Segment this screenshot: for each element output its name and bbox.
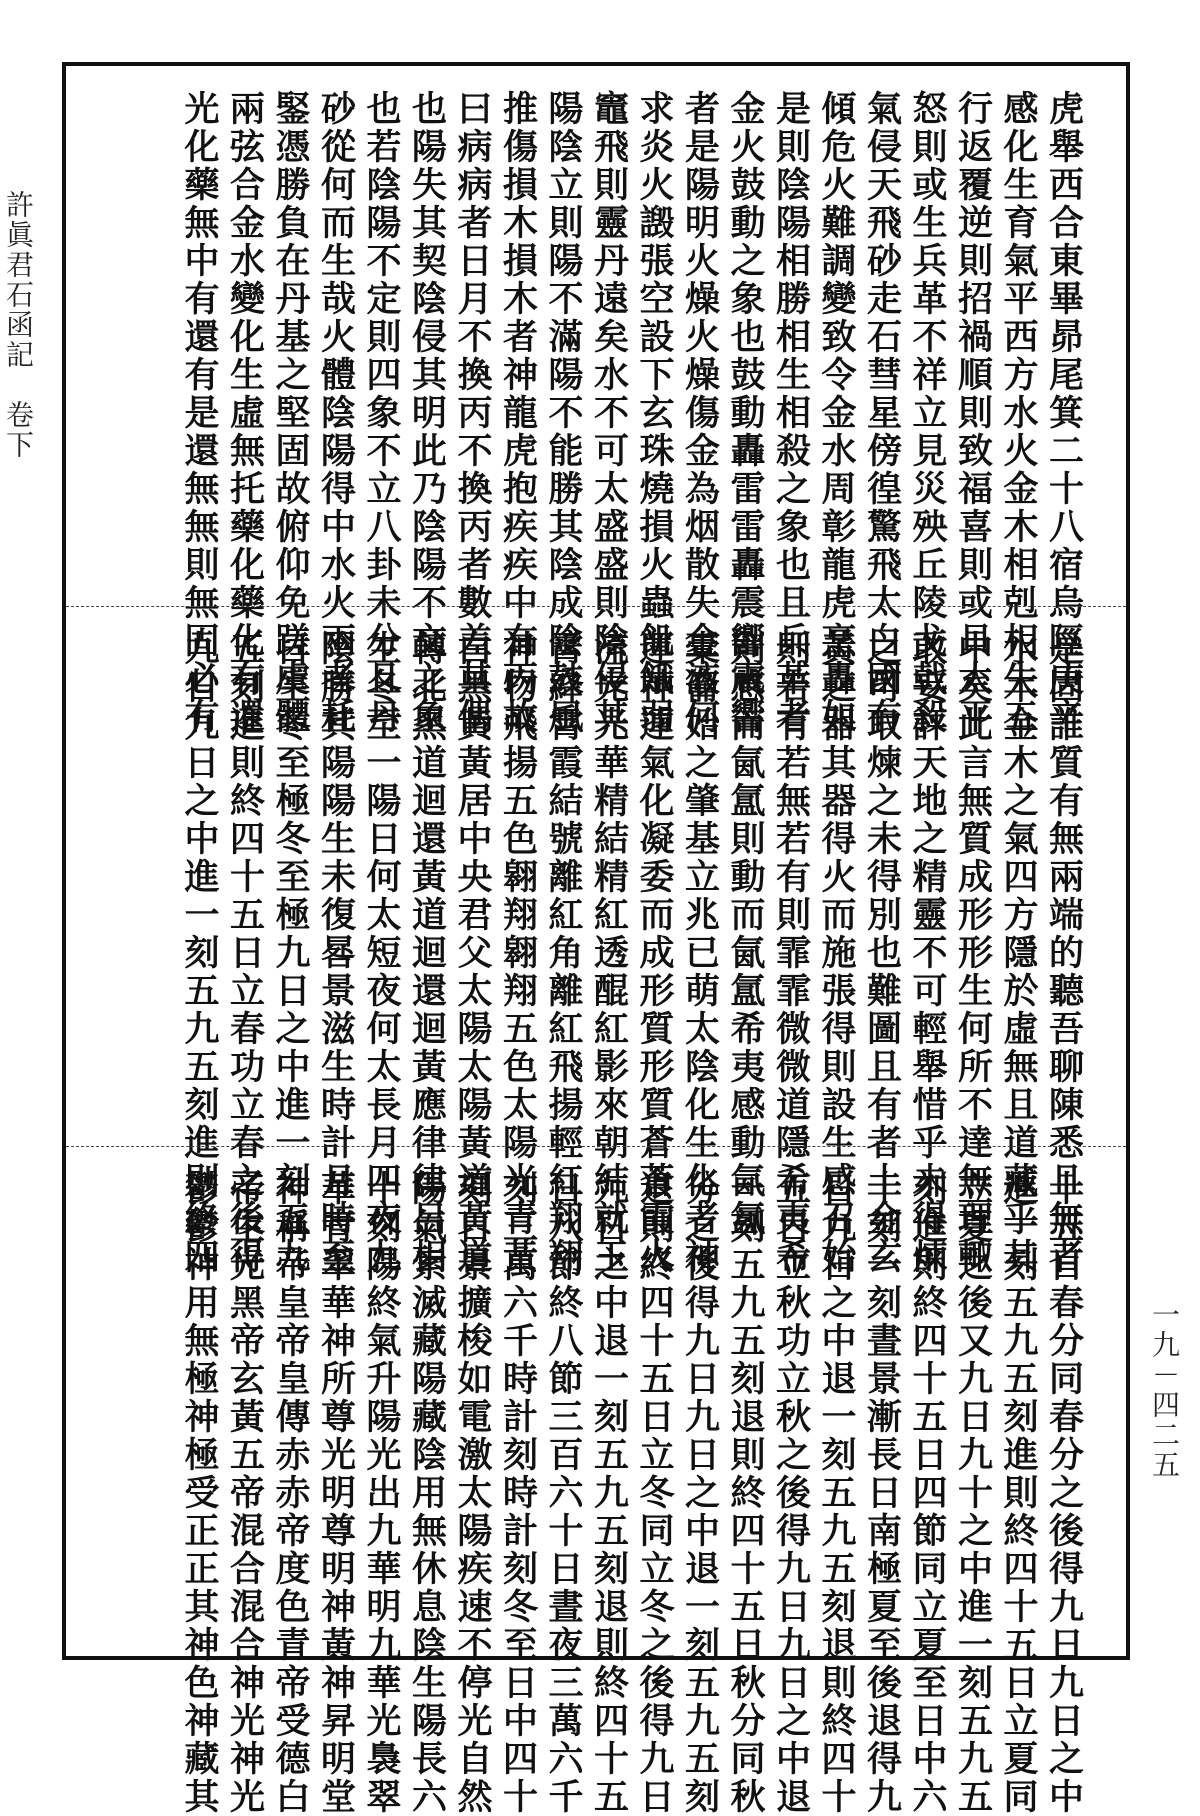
page-number-margin: 一九－四二五 xyxy=(1148,1300,1181,1480)
text-column: 推傷損木損木者神龍虎抱疾疾中有丙故 xyxy=(497,90,539,736)
text-column: 刻日景擴梭如電激太陽疾速不停光自然 xyxy=(452,1170,493,1816)
text-column: 鋻憑勝負在丹基之堅固故俯仰免蹉虞體 xyxy=(270,90,311,736)
text-column: 生冬至一陽日何太短夜何太長月四夜九 xyxy=(361,630,402,1276)
text-block-lower xyxy=(66,1146,1126,1816)
text-column: 竈飛則靈丹遠矣水不可太盛盛則陰侵其 xyxy=(588,90,630,736)
text-column: 是則陰陽相勝相生相殺之象也且兵革者 xyxy=(770,90,812,736)
text-column: 白黑黃黃居中央君父太陽太陽黃道黃道 xyxy=(452,630,493,1276)
text-column: 行返覆逆則招禍順則致福喜則或貝太平 xyxy=(952,90,994,736)
book-title-margin: 許眞君石函記 卷下 xyxy=(2,190,35,460)
text-column: 十五日春分同春分之後得九日九日之中 xyxy=(1043,1170,1085,1816)
text-column: 分之後得九日九日之中退一刻五九五刻 xyxy=(679,1170,721,1816)
text-column: 陽陰立則陽不滿陽不能勝其陰成陰鼓風 xyxy=(543,90,584,736)
text-column: 陽氣索滅藏陽藏陰用無休息陰生陽長六 xyxy=(406,1170,448,1816)
text-column: 退則終四十五日立冬同立冬之後得九日 xyxy=(634,1170,675,1816)
text-column: 日八節終八節三百六十日晝夜三萬六千 xyxy=(543,1170,584,1816)
text-column: 五刻進則終四十五日立春功立春之後得 xyxy=(224,630,266,1276)
text-column: 刻進則終四十五日四節同立夏至日中六 xyxy=(907,1170,948,1816)
text-column: 日生冬至極冬至極九日之中進一刻五九 xyxy=(270,630,311,1276)
text-column: 怒則或生兵革不祥立見災殃丘陵戈戟殺 xyxy=(907,90,948,736)
text-column: 日九日之中退一刻五九五刻退則終四十 xyxy=(816,1170,857,1816)
text-column: 虎舉西合東畢昴尾箕二十八宿烏陘庚辛 xyxy=(1043,90,1085,736)
text-column: 九日九日之中進一刻五九五刻進則終四 xyxy=(179,630,220,1276)
text-column: 運神運氣化凝委而成形質形質蒼蒼霞火 xyxy=(634,630,675,1276)
text-column: 進一刻五九五刻進則終四十五日立夏同 xyxy=(998,1170,1039,1816)
page-frame xyxy=(62,62,1130,1816)
text-column: 五日立秋功立秋之後得九日九日之中退 xyxy=(770,1170,812,1816)
text-column: 光化藥無中有還有是還無無則無固必有 xyxy=(179,90,220,736)
text-column: 也陽失其契陰侵其明此乃陰陽不交之象 xyxy=(406,90,448,736)
text-column: 之可取煉之未得別也難圖且有者土金玄 xyxy=(861,630,903,1276)
text-column: 是固誰質有無兩端的聽吾聊陳悉且無者 xyxy=(1043,630,1085,1276)
text-column: 則若有若無若有則霏霏微微道隱希夷希 xyxy=(770,630,812,1276)
text-column: 鬱鬱神用無極神極受正正其神色神藏其 xyxy=(179,1170,220,1816)
text-column: 黃之器其器得火而施張得則設生感召始 xyxy=(816,630,857,1276)
text-column: 十刻一刻晝景漸長日南極夏至後退得九 xyxy=(861,1170,903,1816)
text-block-middle xyxy=(66,606,1126,1276)
text-column: 傾危火難調變致令金水周彰龍虎烹轟如 xyxy=(816,90,857,736)
text-column: 帝生光黑帝玄黃五帝混合混合神光神光 xyxy=(224,1170,266,1816)
text-column: 者是陽明火燥火燥傷金為烟散失金液何 xyxy=(679,90,721,736)
text-column: 神物飛揚五色翱翔翱翔五色太陽光青黃 xyxy=(497,630,539,1276)
text-column: 兩弦合金水變化生虛無托藥化藥化有還 xyxy=(224,90,266,736)
text-column: 氣侵天飛砂走石彗星傍徨驚飛太白國有 xyxy=(861,90,903,736)
text-column: 金火鼓動之象也鼓動轟雷雷轟震響震響 xyxy=(725,90,766,736)
text-column: 神稱帝皇帝皇傳赤赤帝度色青帝受德白 xyxy=(270,1170,311,1816)
text-block-upper xyxy=(66,66,1126,736)
text-column: 十刻陽終氣升陽光出九華明九華光裊翠 xyxy=(361,1170,402,1816)
text-column: 華青翠華神所尊光明尊明神黃神昇明堂 xyxy=(315,1170,357,1816)
text-column: 刻三萬六千時計刻時計刻冬至日中四十 xyxy=(497,1170,539,1816)
text-column: 轉北黑道迴還黃道迴還迴黃應律律呂相 xyxy=(406,630,448,1276)
text-column: 立夏之後又九日九十之中進一刻五九五 xyxy=(952,1170,994,1816)
text-column: 霄絳霄霞結號離紅角離紅飛揚輕紅翔翔 xyxy=(543,630,584,1276)
text-column: 中矣此言無質成形形生何所不達無理輙 xyxy=(952,630,994,1276)
text-column: 敢妄評天地之精靈不可輕舉惜乎未得煉 xyxy=(907,630,948,1276)
text-column: 九日之中退一刻五九五刻退則終四十五 xyxy=(588,1170,630,1816)
text-column: 求炎火譭張空設下玄珠燒損火蟲飢餓弱 xyxy=(634,90,675,736)
text-column: 橐籥始之肇基立兆已萌太陰化生化者神 xyxy=(679,630,721,1276)
text-column: 流光光華精結精紅透醌紅影來朝結就玉 xyxy=(588,630,630,1276)
text-column: 感化生育氣平西方水火金木相剋相生五 xyxy=(998,90,1039,736)
text-column: 則感而氤氲則動而氤氲希夷感動氤氲 xyxy=(725,630,766,1238)
text-column: 也若陰陽不定則四象不立八卦未分且丹 xyxy=(361,90,402,736)
text-column: 陰勝其陽陽生未復晷景滋生時計月時至 xyxy=(315,630,357,1276)
text-column: 一刻五九五刻退則終四十五日秋分同秋 xyxy=(725,1170,766,1816)
text-column: 曰病病者日月不換丙不換丙者數差其偶 xyxy=(452,90,493,736)
text-column: 砂從何而生哉火體陰陽得中水火兩者耗 xyxy=(315,90,357,736)
text-column: 水木金木之氣四方隱於虛無且道藏乎其 xyxy=(998,630,1039,1276)
